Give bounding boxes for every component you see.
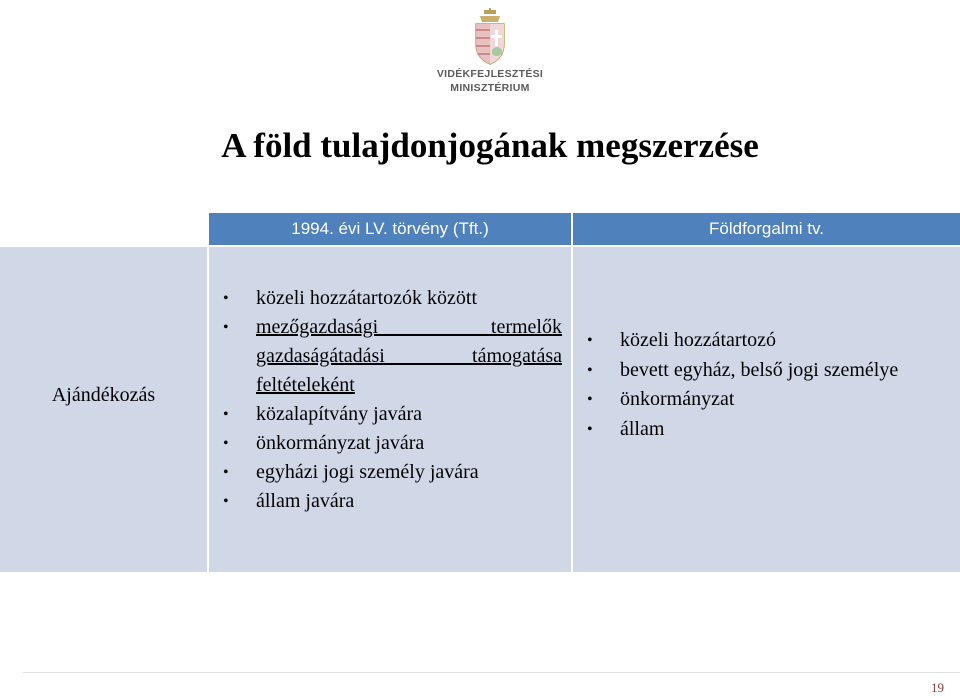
bullet-icon: • [223, 290, 229, 307]
bullet-icon: • [223, 493, 229, 510]
coat-of-arms-icon [470, 8, 510, 66]
bullet-icon: • [587, 391, 593, 408]
bullet-icon: • [587, 420, 593, 438]
tft-list [219, 284, 562, 516]
list-item: • közalapítvány javára [219, 400, 562, 429]
bullet-icon: • [223, 435, 229, 452]
underlined-line: gazdaságátadási támogatása [256, 345, 562, 367]
list-item: • önkormányzat [583, 385, 943, 415]
bullet-icon: • [223, 464, 229, 481]
ministry-logo [430, 8, 550, 98]
foldforgalmi-list [583, 326, 943, 444]
bullet-icon: • [223, 406, 229, 423]
table-header-tft: 1994. évi LV. törvény (Tft.) [209, 213, 571, 245]
page-number: 19 [931, 680, 944, 695]
table-header-empty [0, 213, 207, 245]
list-item-underlined [219, 313, 562, 400]
bullet-icon: • [587, 361, 593, 379]
underlined-line: mezőgazdasági termelők [256, 316, 562, 338]
table-header-foldforgalmi: Földforgalmi tv. [573, 213, 960, 245]
footer-divider [23, 672, 960, 673]
table-cell-row-label [0, 247, 207, 572]
bullet-icon: • [587, 332, 593, 349]
page-title: A föld tulajdonjogának megszerzése [221, 126, 759, 165]
list-item: • közeli hozzátartozó [583, 326, 943, 356]
list-item: • állam [583, 415, 943, 445]
ministry-name-line2: MINISZTÉRIUM [450, 82, 530, 94]
list-item: • állam javára [219, 487, 562, 516]
list-item: • közeli hozzátartozók között [219, 284, 562, 313]
list-item: • önkormányzat javára [219, 429, 562, 458]
row-label-ajandekozas: Ajándékozás [51, 384, 156, 406]
ministry-name-line1: VIDÉKFEJLESZTÉSI [436, 68, 544, 80]
list-item: • bevett egyház, belső jogi személye [583, 356, 943, 386]
underlined-line: feltételeként [256, 374, 355, 396]
bullet-icon: • [223, 319, 229, 336]
list-item: • egyházi jogi személy javára [219, 458, 562, 487]
